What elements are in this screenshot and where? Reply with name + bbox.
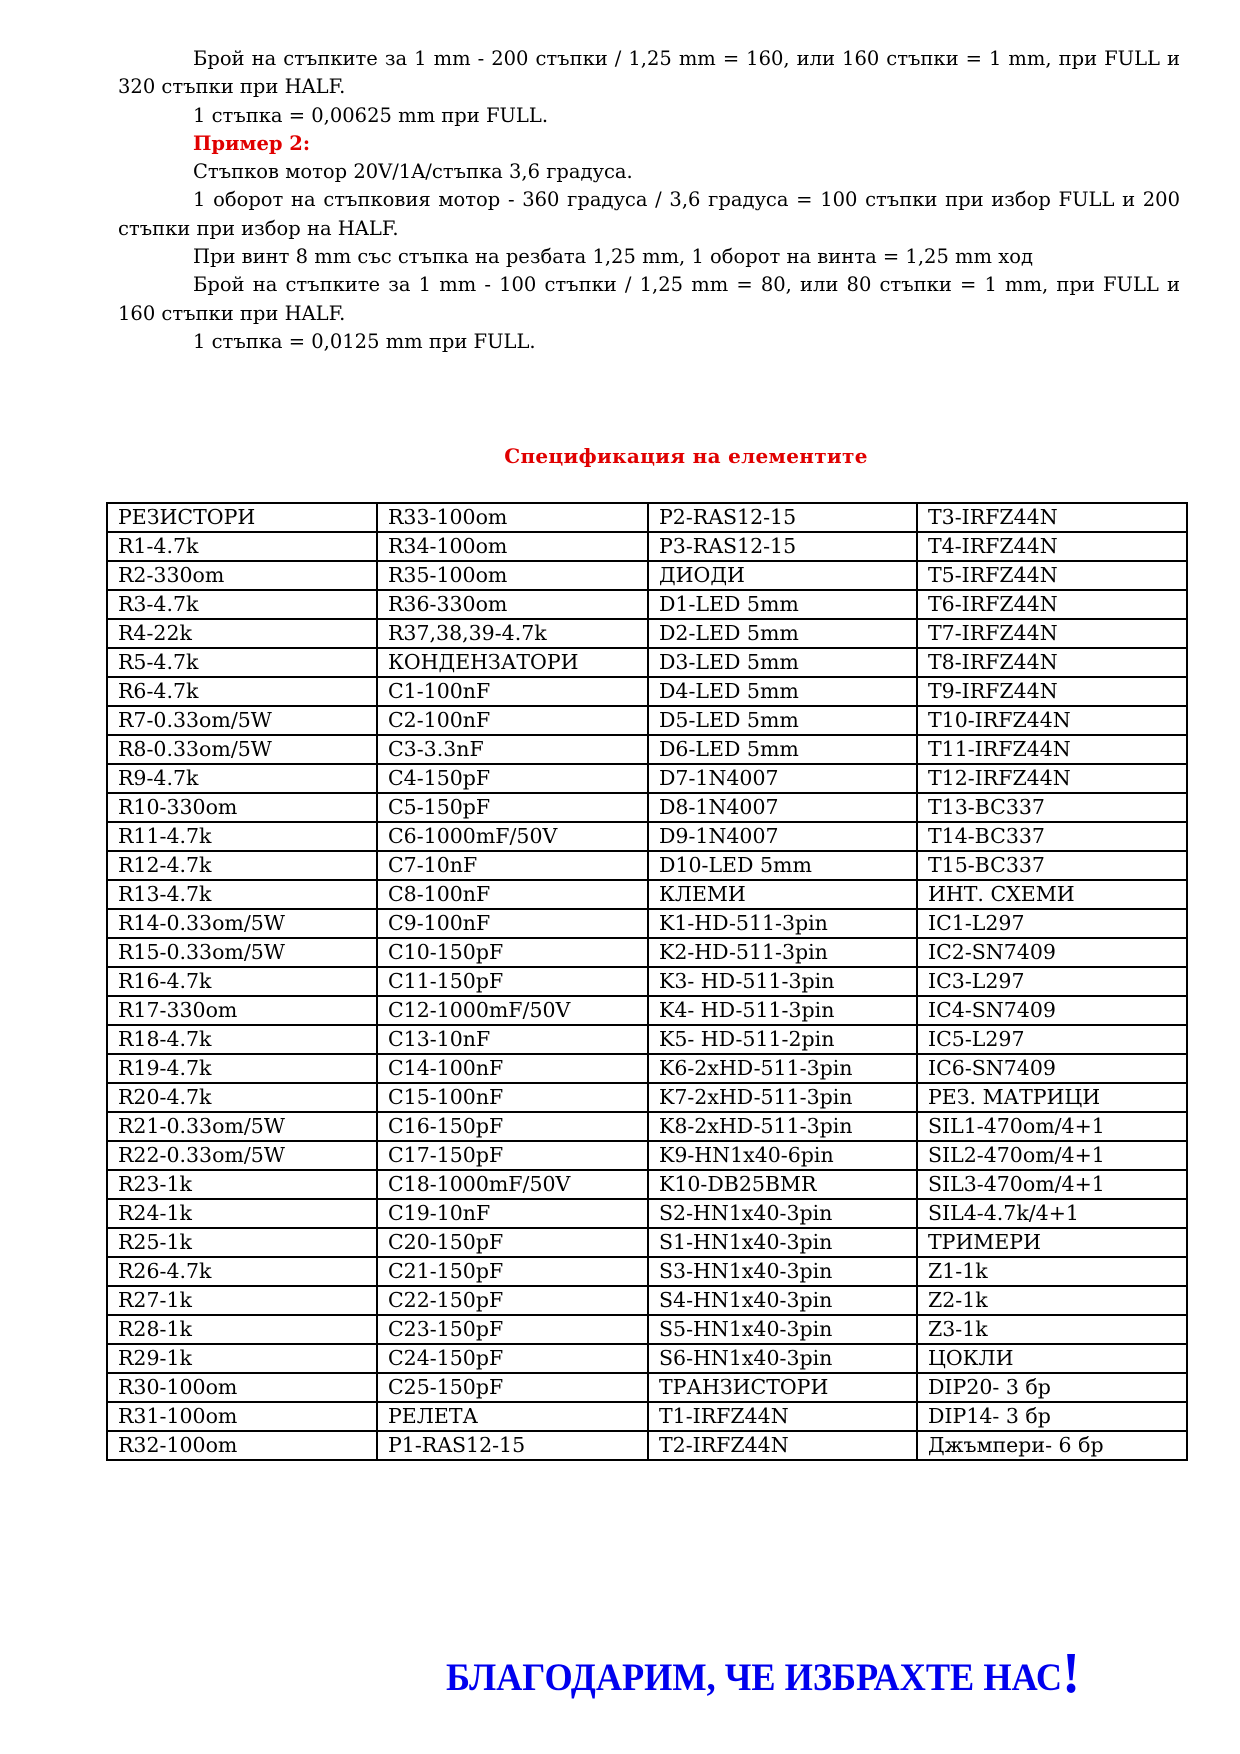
table-cell: C2-100nF — [377, 706, 648, 735]
table-cell: R11-4.7k — [107, 822, 377, 851]
table-cell: C4-150pF — [377, 764, 648, 793]
paragraph-steps-per-mm-example1: Брой на стъпките за 1 mm - 200 стъпки / 1,25 mm = 160, или 160 стъпки = 1 mm, при FULL и 320 стъпки при HALF. — [118, 47, 1180, 99]
table-row — [107, 938, 1187, 967]
table-cell: C20-150pF — [377, 1228, 648, 1257]
table-cell: C5-150pF — [377, 793, 648, 822]
table-cell: SIL1-470om/4+1 — [917, 1112, 1187, 1141]
table-cell: T1-IRFZ44N — [648, 1402, 917, 1431]
table-cell: C21-150pF — [377, 1257, 648, 1286]
table-cell: R15-0.33om/5W — [107, 938, 377, 967]
table-cell: R14-0.33om/5W — [107, 909, 377, 938]
table-cell: S5-HN1x40-3pin — [648, 1315, 917, 1344]
components-spec-table — [106, 502, 1188, 1461]
table-cell: R27-1k — [107, 1286, 377, 1315]
table-cell: D5-LED 5mm — [648, 706, 917, 735]
table-cell: R5-4.7k — [107, 648, 377, 677]
table-cell: R9-4.7k — [107, 764, 377, 793]
table-cell: SIL3-470om/4+1 — [917, 1170, 1187, 1199]
table-cell: T2-IRFZ44N — [648, 1431, 917, 1460]
table-cell: C18-1000mF/50V — [377, 1170, 648, 1199]
paragraph-screw-travel: При винт 8 mm със стъпка на резбата 1,25 mm, 1 оборот на винта = 1,25 mm ход — [193, 245, 1033, 269]
table-cell: K8-2xHD-511-3pin — [648, 1112, 917, 1141]
table-cell: T9-IRFZ44N — [917, 677, 1187, 706]
table-cell: K5- HD-511-2pin — [648, 1025, 917, 1054]
table-cell: DIP14- 3 бр — [917, 1402, 1187, 1431]
table-row — [107, 1344, 1187, 1373]
table-cell: C11-150pF — [377, 967, 648, 996]
table-row — [107, 1199, 1187, 1228]
table-cell: T10-IRFZ44N — [917, 706, 1187, 735]
table-cell: R3-4.7k — [107, 590, 377, 619]
table-cell: ЦОКЛИ — [917, 1344, 1187, 1373]
table-cell: C22-150pF — [377, 1286, 648, 1315]
table-cell: IC1-L297 — [917, 909, 1187, 938]
table-cell: C7-10nF — [377, 851, 648, 880]
table-cell: C25-150pF — [377, 1373, 648, 1402]
table-cell: R28-1k — [107, 1315, 377, 1344]
table-cell: K6-2xHD-511-3pin — [648, 1054, 917, 1083]
table-cell: R18-4.7k — [107, 1025, 377, 1054]
table-cell: C3-3.3nF — [377, 735, 648, 764]
table-cell: КЛЕМИ — [648, 880, 917, 909]
table-cell: C16-150pF — [377, 1112, 648, 1141]
table-cell: R6-4.7k — [107, 677, 377, 706]
table-row — [107, 996, 1187, 1025]
table-cell: R1-4.7k — [107, 532, 377, 561]
table-row — [107, 1054, 1187, 1083]
table-cell: РЕЗИСТОРИ — [107, 503, 377, 532]
table-cell: R32-100om — [107, 1431, 377, 1460]
table-cell: C9-100nF — [377, 909, 648, 938]
table-row — [107, 648, 1187, 677]
table-cell: IC2-SN7409 — [917, 938, 1187, 967]
table-cell: C6-1000mF/50V — [377, 822, 648, 851]
table-row — [107, 909, 1187, 938]
table-cell: IC5-L297 — [917, 1025, 1187, 1054]
table-cell: R20-4.7k — [107, 1083, 377, 1112]
table-cell: D2-LED 5mm — [648, 619, 917, 648]
table-row — [107, 822, 1187, 851]
table-cell: IC6-SN7409 — [917, 1054, 1187, 1083]
table-row — [107, 880, 1187, 909]
table-cell: IC3-L297 — [917, 967, 1187, 996]
table-cell: D6-LED 5mm — [648, 735, 917, 764]
paragraph-motor-spec: Стъпков мотор 20V/1A/стъпка 3,6 градуса. — [193, 160, 633, 184]
table-row — [107, 532, 1187, 561]
thank-you-text: БЛАГОДАРИМ, ЧЕ ИЗБРАХТЕ НАС — [446, 1656, 1063, 1699]
table-cell: R10-330om — [107, 793, 377, 822]
table-cell: R30-100om — [107, 1373, 377, 1402]
table-cell: R4-22k — [107, 619, 377, 648]
table-cell: R34-100om — [377, 532, 648, 561]
table-cell: R35-100om — [377, 561, 648, 590]
table-cell: Z2-1k — [917, 1286, 1187, 1315]
table-row — [107, 561, 1187, 590]
paragraph-step-size-example2: 1 стъпка = 0,0125 mm при FULL. — [193, 329, 536, 353]
table-cell: T15-BC337 — [917, 851, 1187, 880]
table-cell: Джъмпери- 6 бр — [917, 1431, 1187, 1460]
table-cell: T7-IRFZ44N — [917, 619, 1187, 648]
paragraph-steps-per-mm-example2: Брой на стъпките за 1 mm - 100 стъпки / 1,25 mm = 80, или 80 стъпки = 1 mm, при FULL и 160 стъпки при HALF. — [118, 273, 1180, 325]
table-cell: Z1-1k — [917, 1257, 1187, 1286]
table-row — [107, 735, 1187, 764]
table-cell: D4-LED 5mm — [648, 677, 917, 706]
table-row — [107, 1228, 1187, 1257]
table-cell: R24-1k — [107, 1199, 377, 1228]
table-cell: R22-0.33om/5W — [107, 1141, 377, 1170]
table-cell: DIP20- 3 бр — [917, 1373, 1187, 1402]
table-cell: C8-100nF — [377, 880, 648, 909]
table-row — [107, 764, 1187, 793]
table-row — [107, 851, 1187, 880]
table-cell: S2-HN1x40-3pin — [648, 1199, 917, 1228]
body-text — [118, 45, 1180, 356]
table-cell: РЕЛЕТА — [377, 1402, 648, 1431]
table-cell: C14-100nF — [377, 1054, 648, 1083]
table-row — [107, 1431, 1187, 1460]
table-cell: РЕЗ. МАТРИЦИ — [917, 1083, 1187, 1112]
table-cell: C17-150pF — [377, 1141, 648, 1170]
table-row — [107, 677, 1187, 706]
table-cell: R37,38,39-4.7k — [377, 619, 648, 648]
table-cell: T4-IRFZ44N — [917, 532, 1187, 561]
table-cell: IC4-SN7409 — [917, 996, 1187, 1025]
table-cell: R25-1k — [107, 1228, 377, 1257]
table-cell: K7-2xHD-511-3pin — [648, 1083, 917, 1112]
table-row — [107, 503, 1187, 532]
table-cell: D8-1N4007 — [648, 793, 917, 822]
table-cell: C13-10nF — [377, 1025, 648, 1054]
table-cell: D10-LED 5mm — [648, 851, 917, 880]
table-cell: D7-1N4007 — [648, 764, 917, 793]
table-cell: T8-IRFZ44N — [917, 648, 1187, 677]
table-cell: R7-0.33om/5W — [107, 706, 377, 735]
table-row — [107, 1257, 1187, 1286]
table-cell: T6-IRFZ44N — [917, 590, 1187, 619]
table-row — [107, 1083, 1187, 1112]
example-2-heading: Пример 2: — [193, 131, 311, 155]
table-row — [107, 793, 1187, 822]
table-cell: Z3-1k — [917, 1315, 1187, 1344]
table-cell: S6-HN1x40-3pin — [648, 1344, 917, 1373]
table-cell: R29-1k — [107, 1344, 377, 1373]
table-cell: C12-1000mF/50V — [377, 996, 648, 1025]
table-cell: C10-150pF — [377, 938, 648, 967]
table-row — [107, 619, 1187, 648]
section-title: Спецификация на елементите — [504, 444, 868, 468]
table-cell: R19-4.7k — [107, 1054, 377, 1083]
table-cell: ТРАНЗИСТОРИ — [648, 1373, 917, 1402]
table-cell: K10-DB25BMR — [648, 1170, 917, 1199]
table-cell: P3-RAS12-15 — [648, 532, 917, 561]
thank-you-banner — [446, 1640, 1134, 1705]
table-cell: КОНДЕНЗАТОРИ — [377, 648, 648, 677]
table-cell: R17-330om — [107, 996, 377, 1025]
table-cell: T14-BC337 — [917, 822, 1187, 851]
table-cell: R12-4.7k — [107, 851, 377, 880]
paragraph-revolution-steps: 1 оборот на стъпковия мотор - 360 градуса / 3,6 градуса = 100 стъпки при избор FULL и 200 стъпки при избор на HALF. — [118, 188, 1180, 240]
table-cell: R26-4.7k — [107, 1257, 377, 1286]
table-cell: R16-4.7k — [107, 967, 377, 996]
table-cell: R33-100om — [377, 503, 648, 532]
table-cell: R36-330om — [377, 590, 648, 619]
table-cell: R8-0.33om/5W — [107, 735, 377, 764]
table-cell: T3-IRFZ44N — [917, 503, 1187, 532]
table-cell: C23-150pF — [377, 1315, 648, 1344]
table-cell: S3-HN1x40-3pin — [648, 1257, 917, 1286]
exclamation-mark: ! — [1062, 1640, 1081, 1705]
table-cell: T12-IRFZ44N — [917, 764, 1187, 793]
table-cell: ИНТ. СХЕМИ — [917, 880, 1187, 909]
table-cell: K2-HD-511-3pin — [648, 938, 917, 967]
table-cell: K1-HD-511-3pin — [648, 909, 917, 938]
table-cell: R21-0.33om/5W — [107, 1112, 377, 1141]
table-row — [107, 1141, 1187, 1170]
table-row — [107, 1025, 1187, 1054]
table-cell: C15-100nF — [377, 1083, 648, 1112]
table-row — [107, 1402, 1187, 1431]
table-cell: SIL4-4.7k/4+1 — [917, 1199, 1187, 1228]
table-cell: K3- HD-511-3pin — [648, 967, 917, 996]
table-cell: P2-RAS12-15 — [648, 503, 917, 532]
table-row — [107, 590, 1187, 619]
table-cell: R13-4.7k — [107, 880, 377, 909]
table-cell: C1-100nF — [377, 677, 648, 706]
table-row — [107, 1286, 1187, 1315]
paragraph-step-size-example1: 1 стъпка = 0,00625 mm при FULL. — [193, 103, 549, 127]
table-row — [107, 1112, 1187, 1141]
table-row — [107, 706, 1187, 735]
table-cell: P1-RAS12-15 — [377, 1431, 648, 1460]
table-cell: ТРИМЕРИ — [917, 1228, 1187, 1257]
table-cell: ДИОДИ — [648, 561, 917, 590]
table-cell: SIL2-470om/4+1 — [917, 1141, 1187, 1170]
table-cell: T11-IRFZ44N — [917, 735, 1187, 764]
table-cell: S4-HN1x40-3pin — [648, 1286, 917, 1315]
table-cell: T5-IRFZ44N — [917, 561, 1187, 590]
table-cell: D9-1N4007 — [648, 822, 917, 851]
spec-table-body — [107, 503, 1187, 1460]
table-cell: D1-LED 5mm — [648, 590, 917, 619]
table-row — [107, 1170, 1187, 1199]
table-cell: T13-BC337 — [917, 793, 1187, 822]
table-cell: K4- HD-511-3pin — [648, 996, 917, 1025]
table-cell: D3-LED 5mm — [648, 648, 917, 677]
table-row — [107, 967, 1187, 996]
table-cell: R31-100om — [107, 1402, 377, 1431]
table-cell: C24-150pF — [377, 1344, 648, 1373]
table-cell: R23-1k — [107, 1170, 377, 1199]
table-cell: C19-10nF — [377, 1199, 648, 1228]
table-row — [107, 1315, 1187, 1344]
table-row — [107, 1373, 1187, 1402]
table-cell: S1-HN1x40-3pin — [648, 1228, 917, 1257]
table-cell: K9-HN1x40-6pin — [648, 1141, 917, 1170]
table-cell: R2-330om — [107, 561, 377, 590]
